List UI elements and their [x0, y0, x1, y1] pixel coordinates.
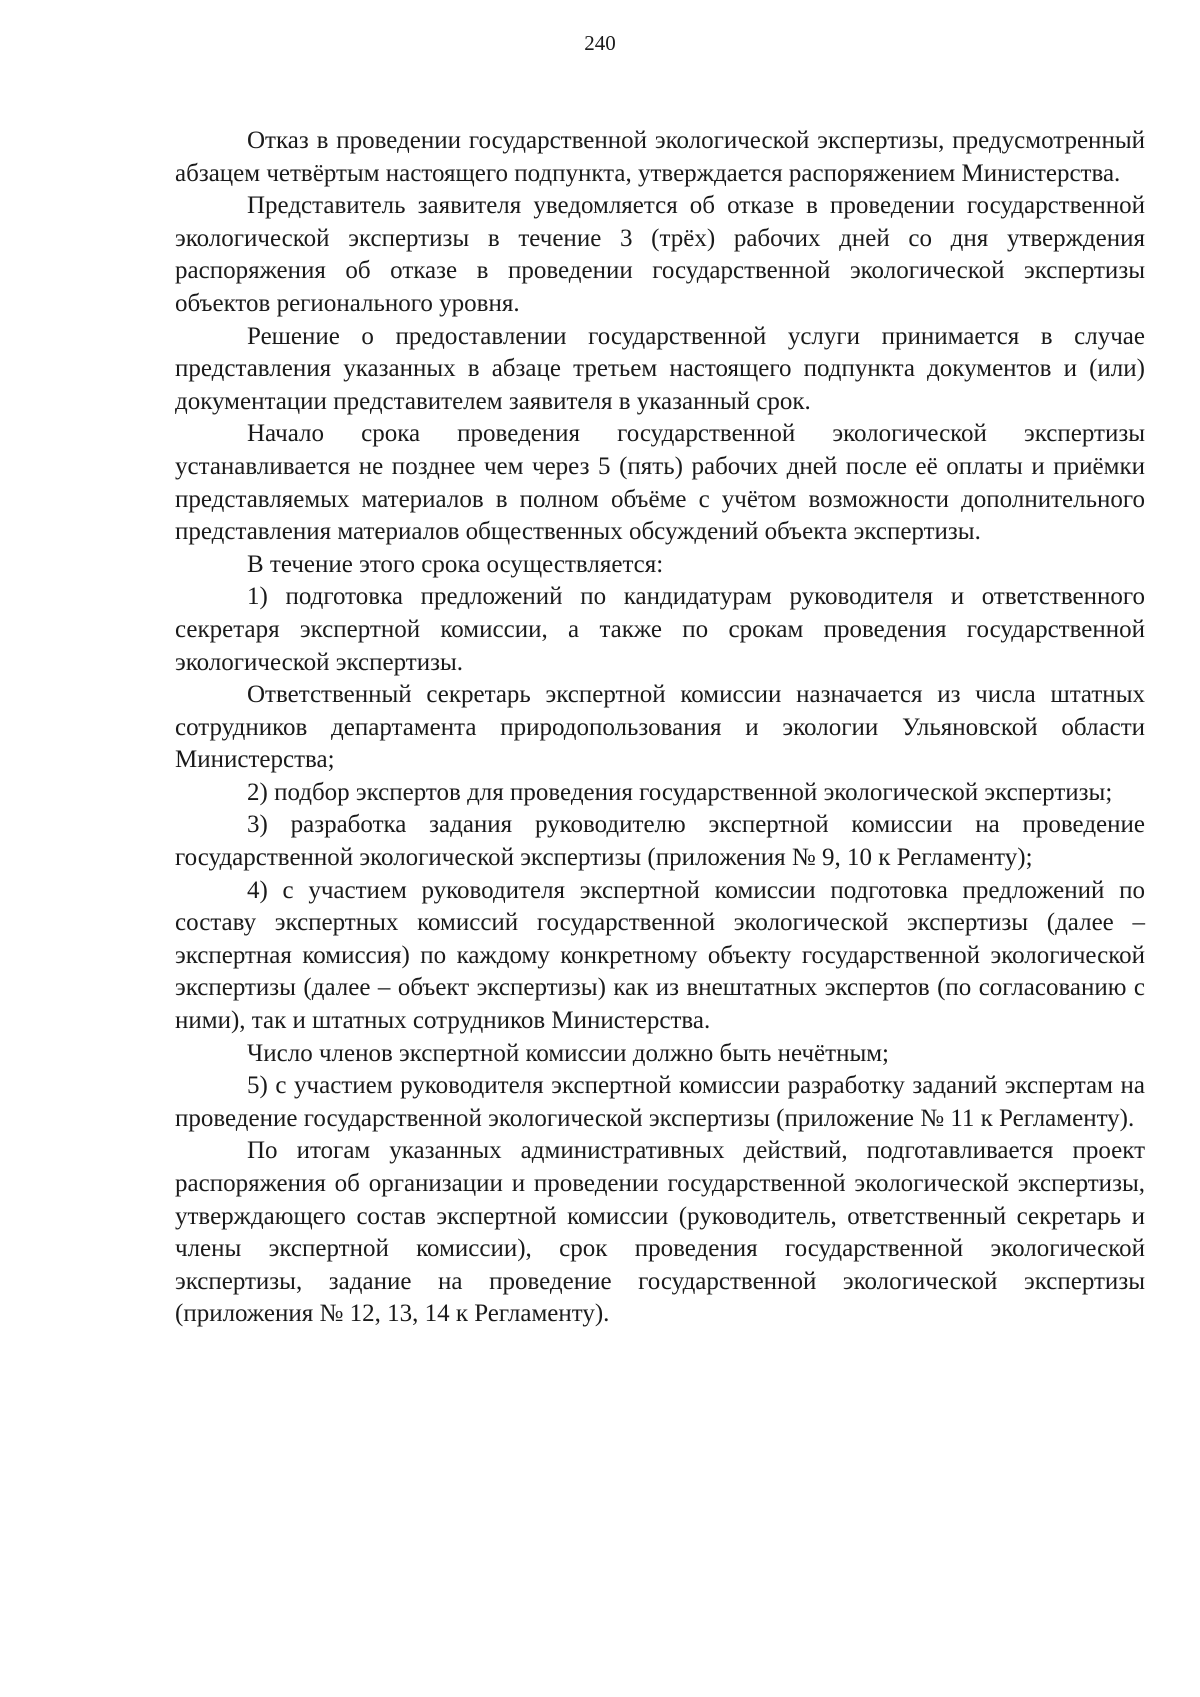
- paragraph: Решение о предоставлении государственной услуги принимается в случае представления указанных в абзаце третьем настоящего подпункта документов и (или) документации представителем заявителя в указанный срок.: [175, 322, 1145, 415]
- paragraph: Представитель заявителя уведомляется об отказе в проведении государственной экологической экспертизы в течение 3 (трёх) рабочих дней со дня утверждения распоряжения об отказе в проведении государственной экологической экспертизы объектов регионального уровня.: [175, 192, 1145, 317]
- paragraph: Ответственный секретарь экспертной комиссии назначается из числа штатных сотрудников департамента природопользования и экологии Ульяновской области Министерства;: [175, 681, 1145, 774]
- paragraph: Начало срока проведения государственной экологической экспертизы устанавливается не позднее чем через 5 (пять) рабочих дней после её оплаты и приёмки представляемых материалов в полном объёме с учётом возможности дополнительного представления материалов общественных обсуждений объекта экспертизы.: [175, 420, 1145, 546]
- paragraph: Отказ в проведении государственной экологической экспертизы, предусмотренный абзацем четвёртым настоящего подпункта, утверждается распоряжением Министерства.: [175, 127, 1145, 187]
- paragraph: По итогам указанных административных действий, подготавливается проект распоряжения об организации и проведении государственной экологической экспертизы, утверждающего состав экспертной комиссии (руководитель, ответственный секретарь и члены экспертной комиссии), срок проведения государственной экологической экспертизы, задание на проведение государственной экологической экспертизы (приложения № 12, 13, 14 к Регламенту).: [175, 1137, 1145, 1328]
- paragraph: В течение этого срока осуществляется:: [247, 550, 664, 578]
- list-item: 1) подготовка предложений по кандидатурам руководителя и ответственного секретаря экспертной комиссии, а также по срокам проведения государственной экологической экспертизы.: [175, 583, 1145, 676]
- page-number: 240: [584, 31, 616, 55]
- list-item: 3) разработка задания руководителю экспертной комиссии на проведение государственной экологической экспертизы (приложения № 9, 10 к Регламенту);: [175, 811, 1145, 872]
- list-item: 2) подбор экспертов для проведения государственной экологической экспертизы;: [247, 778, 1113, 806]
- list-item: 4) с участием руководителя экспертной комиссии подготовка предложений по составу экспертных комиссий государственной экологической экспертизы (далее – экспертная комиссия) по каждому конкретному объекту государственной экологической экспертизы (далее – объект экспертизы) как из внештатных экспертов (по согласованию с ними), так и штатных сотрудников Министерства.: [175, 876, 1145, 1035]
- document-body: [175, 125, 1145, 1331]
- paragraph: Число членов экспертной комиссии должно быть нечётным;: [247, 1039, 890, 1067]
- list-item: 5) с участием руководителя экспертной комиссии разработку заданий экспертам на проведение государственной экологической экспертизы (приложение № 11 к Регламенту).: [175, 1072, 1145, 1132]
